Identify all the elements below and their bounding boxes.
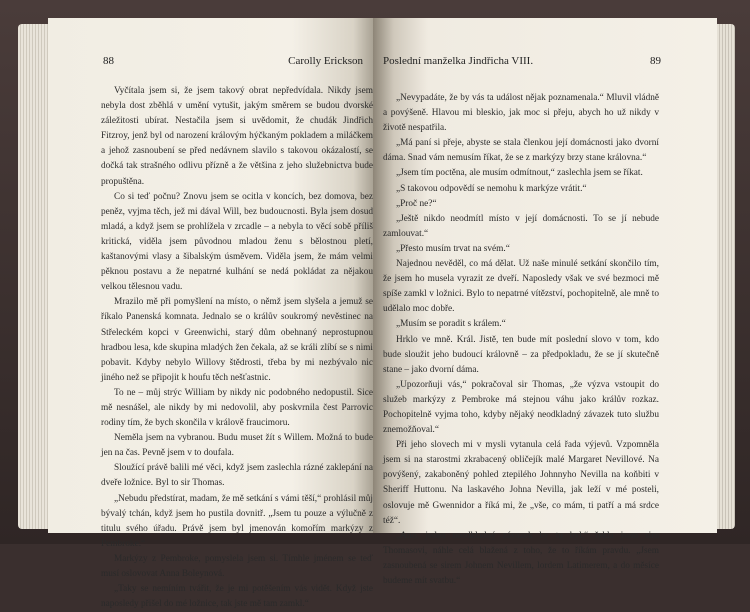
paragraph: „Nebudu předstírat, madam, že mě setkání s vámi těší,“ prohlásil můj bývalý tchán, když jsem ho pustila dovnitř. „Jsem tu pouze a výlučně z titulu svého úřadu. Právě jsem byl jmenován komořím markýzy z Pembroke.“ [101,493,373,549]
paragraph: „S takovou odpovědí se nemohu k markýze vrátit.“ [396,183,587,194]
paragraph: Markýzy z Pembroke, pomyslela jsem si. Tímhle jménem se teď musí oslovovat Anna Boleynová. [101,553,373,579]
paragraph: Co si teď počnu? Znovu jsem se ocitla v koncích, bez domova, bez peněz, vyjma těch, jež mi dával Will, bez budoucnosti. Byla jsem dosud mladá, a když jsem se prohlížela v zrcadle – a nebyla to věcí sobě příliš kritická, viděla jsem původnou mladou ženu s bělostnou pletí, kaštanovými vlasy a šibalským úsměvem. Viděla jsem, že mám velmi pěknou postavu a že nepatrné kulhání se nedá pokládat za nějakou velkou tělesnou vadu. [101,191,373,293]
left-page-text [101,84,373,612]
paragraph: „Ještě nikdo neodmítl místo v její domácnosti. To se jí nebude zamlouvat.“ [383,213,659,239]
right-page-number: 89 [650,55,661,67]
right-page [373,18,717,586]
paragraph: „Přesto musím trvat na svém.“ [396,243,510,254]
paragraph: Hrklo ve mně. Král. Jistě, ten bude mít poslední slovo v tom, kdo bude sloužit jeho budoucí královně – za předpokladu, že se jí skutečně stane – jako dvorní dáma. [383,334,659,375]
paragraph: Sloužící právě balili mé věci, když jsem zaslechla rázné zaklepání na dveře ložnice. Byl to sir Thomas. [101,463,373,489]
paragraph: „Má paní si přeje, abyste se stala členkou její domácnosti jako dvorní dáma. Snad vám nemusím říkat, že se z markýzy brzy stane královna.“ [383,138,659,164]
paragraph: „Ano, jeden neodkladný závazek by tu byl,“ řekla jsem siru Thomasovi, náhle celá blažená z toho, že to říkám pravdu. „Jsem zasnoubená se sirem Johnem Nevillem, lordem Latimerem, a do měsíce budeme mít svatbu.“ [383,530,659,586]
paragraph: Mrazilo mě při pomyšlení na místo, o němž jsem slyšela a jemuž se říkalo Panenská komnata. Jednalo se o králův soukromý nevěstinec na Střeleckém kopci v Greenwichi, starý dům obehnaný neprostupnou hradbou lesa, kde skupina mladých žen čekala, až se králi zlíbí se s nimi pobavit. Kdyby nebylo Willovy štědrosti, třeba by mi nezbývalo nic jiného než se připojit k houfu těch nešťastnic. [101,297,373,383]
paragraph: „Taky se nemíním tvářit, že je mi potěšením vás vidět. Když jste naposledy přišel do mé ložnice, tak jste mě tam zamkl.“ [101,584,373,610]
left-running-head: Carolly Erickson [288,55,363,67]
paragraph: Neměla jsem na vybranou. Budu muset žít s Willem. Možná to bude jen na čas. Pevně jsem v to doufala. [101,433,373,459]
paragraph: Najednou nevěděl, co má dělat. Už naše minulé setkání skončilo tím, že jsem ho musela vyrazit ze dveří. Naposledy však ve své bezmoci mě spíše zamkl v ložnici. Bylo to nepatrné vítězství, pochopitelně, ale mně to udělalo moc dobře. [383,259,659,315]
page-edges-right [717,24,735,529]
right-page-text [383,91,659,589]
left-page [48,18,373,610]
paragraph: To ne – můj strýc William by nikdy nic podobného nedopustil. Sice mě nesnášel, ale nikdy by mi nedovolil, aby poskvrnila čest Parrovic rodiny tím, že bych skončila v králově fraucimoru. [101,387,373,429]
paragraph: „Nevypadáte, že by vás ta událost nějak poznamenala.“ Mluvil vládně a povýšeně. Hlavou mi bleskio, jak moc si přeju, abych ho už nikdy v životě nespatřila. [383,93,659,134]
paragraph: „Proč ne?“ [396,198,437,209]
paragraph: Vyčítala jsem si, že jsem takový obrat nepředvídala. Nikdy jsem nebyla dost zběhlá v umění vytušit, jakým směrem se budou dvorské záležitosti ubírat. Nestačila jsem si uvědomit, že chudák Jindřich Fitzroy, jenž byl od narození královým hýčkaným pokladem a miláčkem a jehož zasnoubení se před nedávnem slavilo s takovou okázalostí, se dočká tak strašného odlivu přízně a že většina z jeho služebnictva bude propuštěna. [101,86,373,187]
left-page-number: 88 [103,55,114,67]
paragraph: Při jeho slovech mi v mysli vytanula celá řada výjevů. Vzpomněla jsem si na starostmi zkrabacený obličejík malé Margaret Nevillové. Na povýšený, zakaboněný pohled ztepilého Johnnyho Nevilla na koňbiti v Sheriff Huttonu. Na laskavého Johna Nevilla, jak leží v mé posteli, oslovuje mě Gwennidor a říká mi, že „vše, co mám, ti patří a má srdce též“. [383,440,659,526]
right-running-head: Poslední manželka Jindřicha VIII. [383,55,534,67]
open-book [18,18,735,610]
paragraph: „Musím se poradit s králem.“ [396,319,506,330]
paragraph: „Upozorňuji vás,“ pokračoval sir Thomas, „že výzva vstoupit do služeb markýzy z Pembroke má stejnou váhu jako králův rozkaz. Pochopitelně vyjma toho, kdyby nějaký neodkladný závazek tuto službu znemožňoval.“ [383,379,659,436]
paragraph: „Jsem tím poctěna, ale musím odmítnout,“ zaslechla jsem se říkat. [396,168,643,179]
